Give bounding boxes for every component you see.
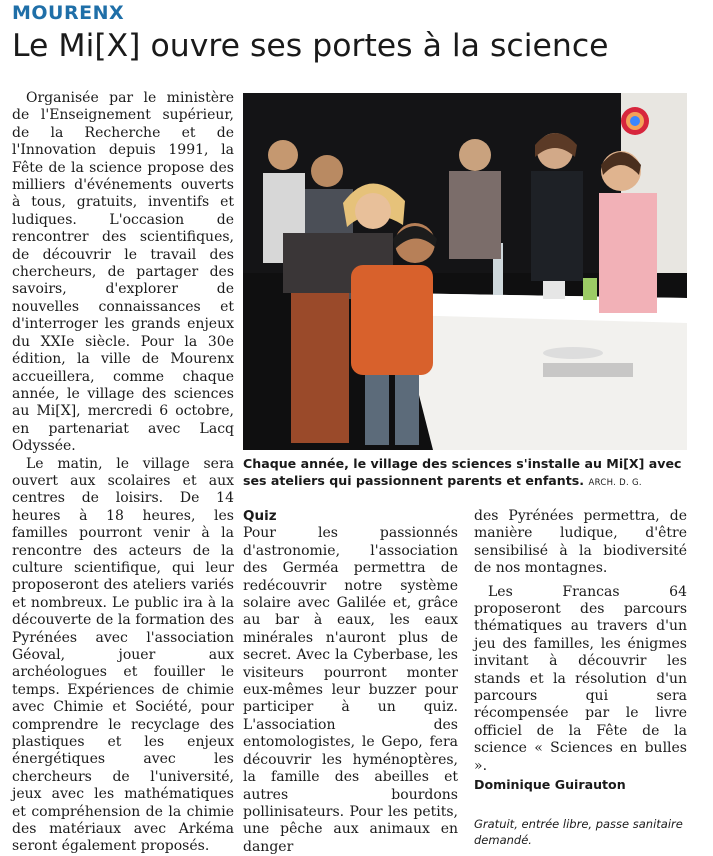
photo-credit: ARCH. D. G. (588, 478, 642, 488)
article-column-2 (243, 508, 458, 856)
paragraph: Organisée par le ministère de l'Enseignement supérieur, de la Recherche et de l'Innovation depuis 1991, la Fête de la science propose des milliers d'événements ouverts à tous, gratuits, inventifs et ludiques. L'occasion de rencontrer des scientifiques, de découvrir le travail des chercheurs, de partager des savoirs, d'explorer de nouvelles connaissances et d'interroger les grands enjeux du XXIe siècle. Pour la 30e édition, la ville de Mourenx accueillera, comme chaque année, le village des sciences au Mi[X], mercredi 6 octobre, en partenariat avec Lacq Odyssée. (12, 90, 234, 455)
author-signature: Dominique Guirauton (474, 777, 626, 793)
caption-text: Chaque année, le village des sciences s'installe au Mi[X] avec ses ateliers qui passionnent parents et enfants. (243, 456, 682, 488)
photo-caption (243, 455, 693, 492)
section-kicker: MOURENX (12, 2, 125, 24)
practical-info-note: Gratuit, entrée libre, passe sanitaire demandé. (474, 816, 683, 847)
paragraph: Pour les passionnés d'astronomie, l'association des Germéa permettra de redécouvrir notre système solaire avec Galilée et, grâce au bar à eaux, les eaux minérales n'auront plus de secret. Avec la Cyberbase, les visiteurs pourront monter eux-mêmes leur buzzer pour participer à un quiz. L'association des entomologistes, le Gepo, fera découvrir les hyménoptères, la famille des abeilles et autres bourdons pollinisateurs. Pour les petits, une pêche aux animaux en danger (243, 525, 458, 855)
article-column-1 (12, 90, 234, 856)
article-column-3 (474, 508, 687, 848)
article-headline: Le Mi[X] ouvre ses portes à la science (12, 28, 609, 64)
paragraph: Les Francas 64 proposeront des parcours thématiques au travers d'un jeu des familles, les énigmes invitant à découvrir les stands et la résolution d'un parcours qui sera récompensée par le livre officiel de la Fête de la science « Sciences en bulles ». (474, 583, 687, 774)
article-photo (243, 93, 687, 450)
subhead-quiz: Quiz (243, 508, 277, 524)
paragraph: Le matin, le village sera ouvert aux scolaires et aux centres de loisirs. De 14 heures à 18 heures, les familles pourront venir à la rencontre des acteurs de la culture scientifique, qui leur proposeront des ateliers variés et nombreux. Le public ira à la découverte de la formation des Pyrénées avec l'association Géoval, jouer aux archéologues et fouiller le temps. Expériences de chimie avec Chimie et Société, pour comprendre le recyclage des plastiques et les enjeux énergétiques avec les chercheurs de l'université, jeux avec les mathématiques et compréhension de la chimie des matériaux avec Arkéma seront également proposés. (12, 455, 234, 855)
paragraph: des Pyrénées permettra, de manière ludique, d'être sensibilisé à la biodiversité de nos montagnes. (474, 508, 687, 577)
